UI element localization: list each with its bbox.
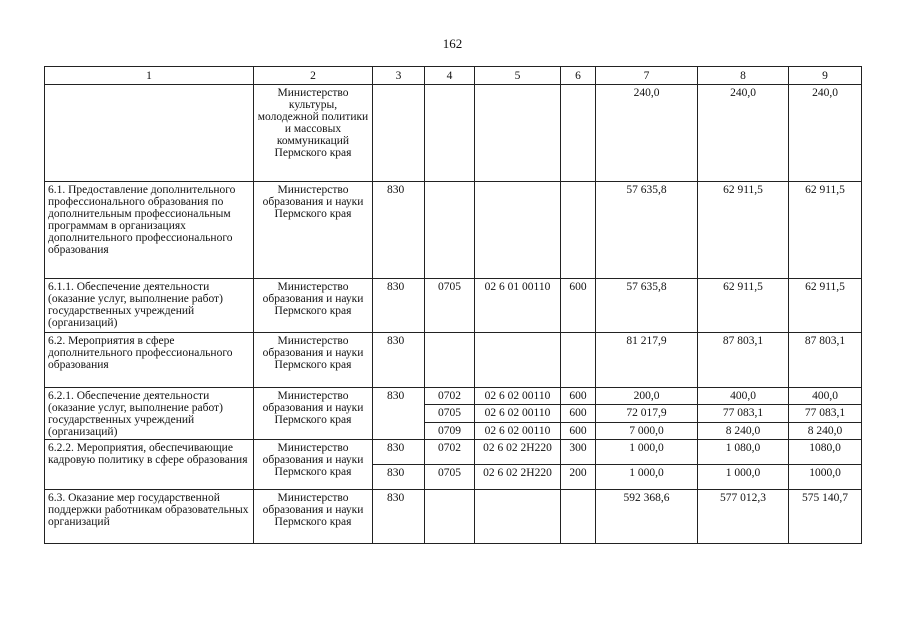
- code-830-cell: 830: [373, 388, 425, 440]
- page-number: 162: [442, 36, 463, 51]
- col-header-7: 7: [596, 67, 698, 85]
- ministry-cell: Министерство образования и науки Пермского края: [254, 440, 373, 490]
- amount-col8: 1 000,0: [698, 465, 789, 490]
- section-code-cell: 0709: [425, 422, 475, 439]
- row-name-cell: 6.2. Мероприятия в сфере дополнительного профессионального образования: [45, 333, 254, 388]
- code-830-cell: [373, 85, 425, 182]
- amount-col9: 240,0: [789, 85, 862, 182]
- table-header-row: [45, 67, 862, 85]
- target-article-cell: [475, 490, 561, 544]
- col-header-8: 8: [698, 67, 789, 85]
- table-row: [45, 388, 862, 405]
- target-article-cell: [475, 182, 561, 279]
- amount-col8: 400,0: [698, 388, 789, 405]
- table-row: [45, 85, 862, 182]
- amount-col7: 57 635,8: [596, 182, 698, 279]
- expense-type-cell: 600: [561, 422, 596, 439]
- expense-type-cell: 600: [561, 388, 596, 405]
- expense-type-cell: 200: [561, 465, 596, 490]
- expense-type-cell: 600: [561, 405, 596, 422]
- amount-col7: 57 635,8: [596, 279, 698, 333]
- section-code-cell: 0702: [425, 388, 475, 405]
- section-code-cell: 0705: [425, 279, 475, 333]
- target-article-cell: 02 6 02 2Н220: [475, 465, 561, 490]
- target-article-cell: 02 6 01 00110: [475, 279, 561, 333]
- amount-col8: 240,0: [698, 85, 789, 182]
- code-830-cell: 830: [373, 279, 425, 333]
- amount-col9: 77 083,1: [789, 405, 862, 422]
- amount-col7: 240,0: [596, 85, 698, 182]
- expense-type-cell: [561, 333, 596, 388]
- row-name-cell: 6.2.2. Мероприятия, обеспечивающие кадровую политику в сфере образования: [45, 440, 254, 490]
- amount-col8: 577 012,3: [698, 490, 789, 544]
- table-row: [45, 182, 862, 279]
- amount-col8: 1 080,0: [698, 440, 789, 465]
- amount-col8: 62 911,5: [698, 182, 789, 279]
- amount-col9: 87 803,1: [789, 333, 862, 388]
- ministry-cell: Министерство образования и науки Пермского края: [254, 333, 373, 388]
- amount-col7: 200,0: [596, 388, 698, 405]
- amount-col7: 7 000,0: [596, 422, 698, 439]
- table-row: [45, 440, 862, 465]
- target-article-cell: 02 6 02 00110: [475, 405, 561, 422]
- target-article-cell: 02 6 02 00110: [475, 388, 561, 405]
- section-code-cell: 0702: [425, 440, 475, 465]
- amount-col7: 81 217,9: [596, 333, 698, 388]
- amount-col8: 77 083,1: [698, 405, 789, 422]
- amount-col8: 87 803,1: [698, 333, 789, 388]
- section-code-cell: [425, 333, 475, 388]
- expense-type-cell: [561, 85, 596, 182]
- target-article-cell: 02 6 02 2Н220: [475, 440, 561, 465]
- amount-col8: 8 240,0: [698, 422, 789, 439]
- col-header-3: 3: [373, 67, 425, 85]
- expense-type-cell: 300: [561, 440, 596, 465]
- section-code-cell: 0705: [425, 405, 475, 422]
- target-article-cell: [475, 333, 561, 388]
- section-code-cell: [425, 85, 475, 182]
- section-code-cell: [425, 182, 475, 279]
- row-name-cell: [45, 85, 254, 182]
- expense-type-cell: 600: [561, 279, 596, 333]
- budget-table: [44, 66, 862, 544]
- table-row: [45, 333, 862, 388]
- expense-type-cell: [561, 490, 596, 544]
- row-name-cell: 6.1.1. Обеспечение деятельности (оказание услуг, выполнение работ) государственных учреждений (организаций): [45, 279, 254, 333]
- ministry-cell: Министерство образования и науки Пермского края: [254, 182, 373, 279]
- amount-col7: 72 017,9: [596, 405, 698, 422]
- col-header-1: 1: [45, 67, 254, 85]
- amount-col7: 592 368,6: [596, 490, 698, 544]
- target-article-cell: [475, 85, 561, 182]
- col-header-9: 9: [789, 67, 862, 85]
- col-header-2: 2: [254, 67, 373, 85]
- col-header-4: 4: [425, 67, 475, 85]
- section-code-cell: 0705: [425, 465, 475, 490]
- row-name-cell: 6.3. Оказание мер государственной поддержки работникам образовательных организаций: [45, 490, 254, 544]
- amount-col9: 8 240,0: [789, 422, 862, 439]
- table-row: [45, 279, 862, 333]
- amount-col9: 62 911,5: [789, 279, 862, 333]
- code-830-cell: 830: [373, 182, 425, 279]
- amount-col9: 575 140,7: [789, 490, 862, 544]
- code-830-cell: 830: [373, 490, 425, 544]
- code-830-cell: 830: [373, 465, 425, 490]
- section-code-cell: [425, 490, 475, 544]
- col-header-5: 5: [475, 67, 561, 85]
- ministry-cell: Министерство культуры, молодежной политики и массовых коммуникаций Пермского края: [254, 85, 373, 182]
- row-name-cell: 6.1. Предоставление дополнительного профессионального образования по дополнительным профессиональным программам в организациях дополнительного профессионального образования: [45, 182, 254, 279]
- amount-col7: 1 000,0: [596, 440, 698, 465]
- amount-col8: 62 911,5: [698, 279, 789, 333]
- expense-type-cell: [561, 182, 596, 279]
- amount-col9: 400,0: [789, 388, 862, 405]
- ministry-cell: Министерство образования и науки Пермского края: [254, 388, 373, 440]
- target-article-cell: 02 6 02 00110: [475, 422, 561, 439]
- col-header-6: 6: [561, 67, 596, 85]
- code-830-cell: 830: [373, 440, 425, 465]
- amount-col7: 1 000,0: [596, 465, 698, 490]
- ministry-cell: Министерство образования и науки Пермского края: [254, 279, 373, 333]
- row-name-cell: 6.2.1. Обеспечение деятельности (оказание услуг, выполнение работ) государственных учреждений (организаций): [45, 388, 254, 440]
- table-row: [45, 490, 862, 544]
- amount-col9: 1080,0: [789, 440, 862, 465]
- code-830-cell: 830: [373, 333, 425, 388]
- ministry-cell: Министерство образования и науки Пермского края: [254, 490, 373, 544]
- amount-col9: 62 911,5: [789, 182, 862, 279]
- amount-col9: 1000,0: [789, 465, 862, 490]
